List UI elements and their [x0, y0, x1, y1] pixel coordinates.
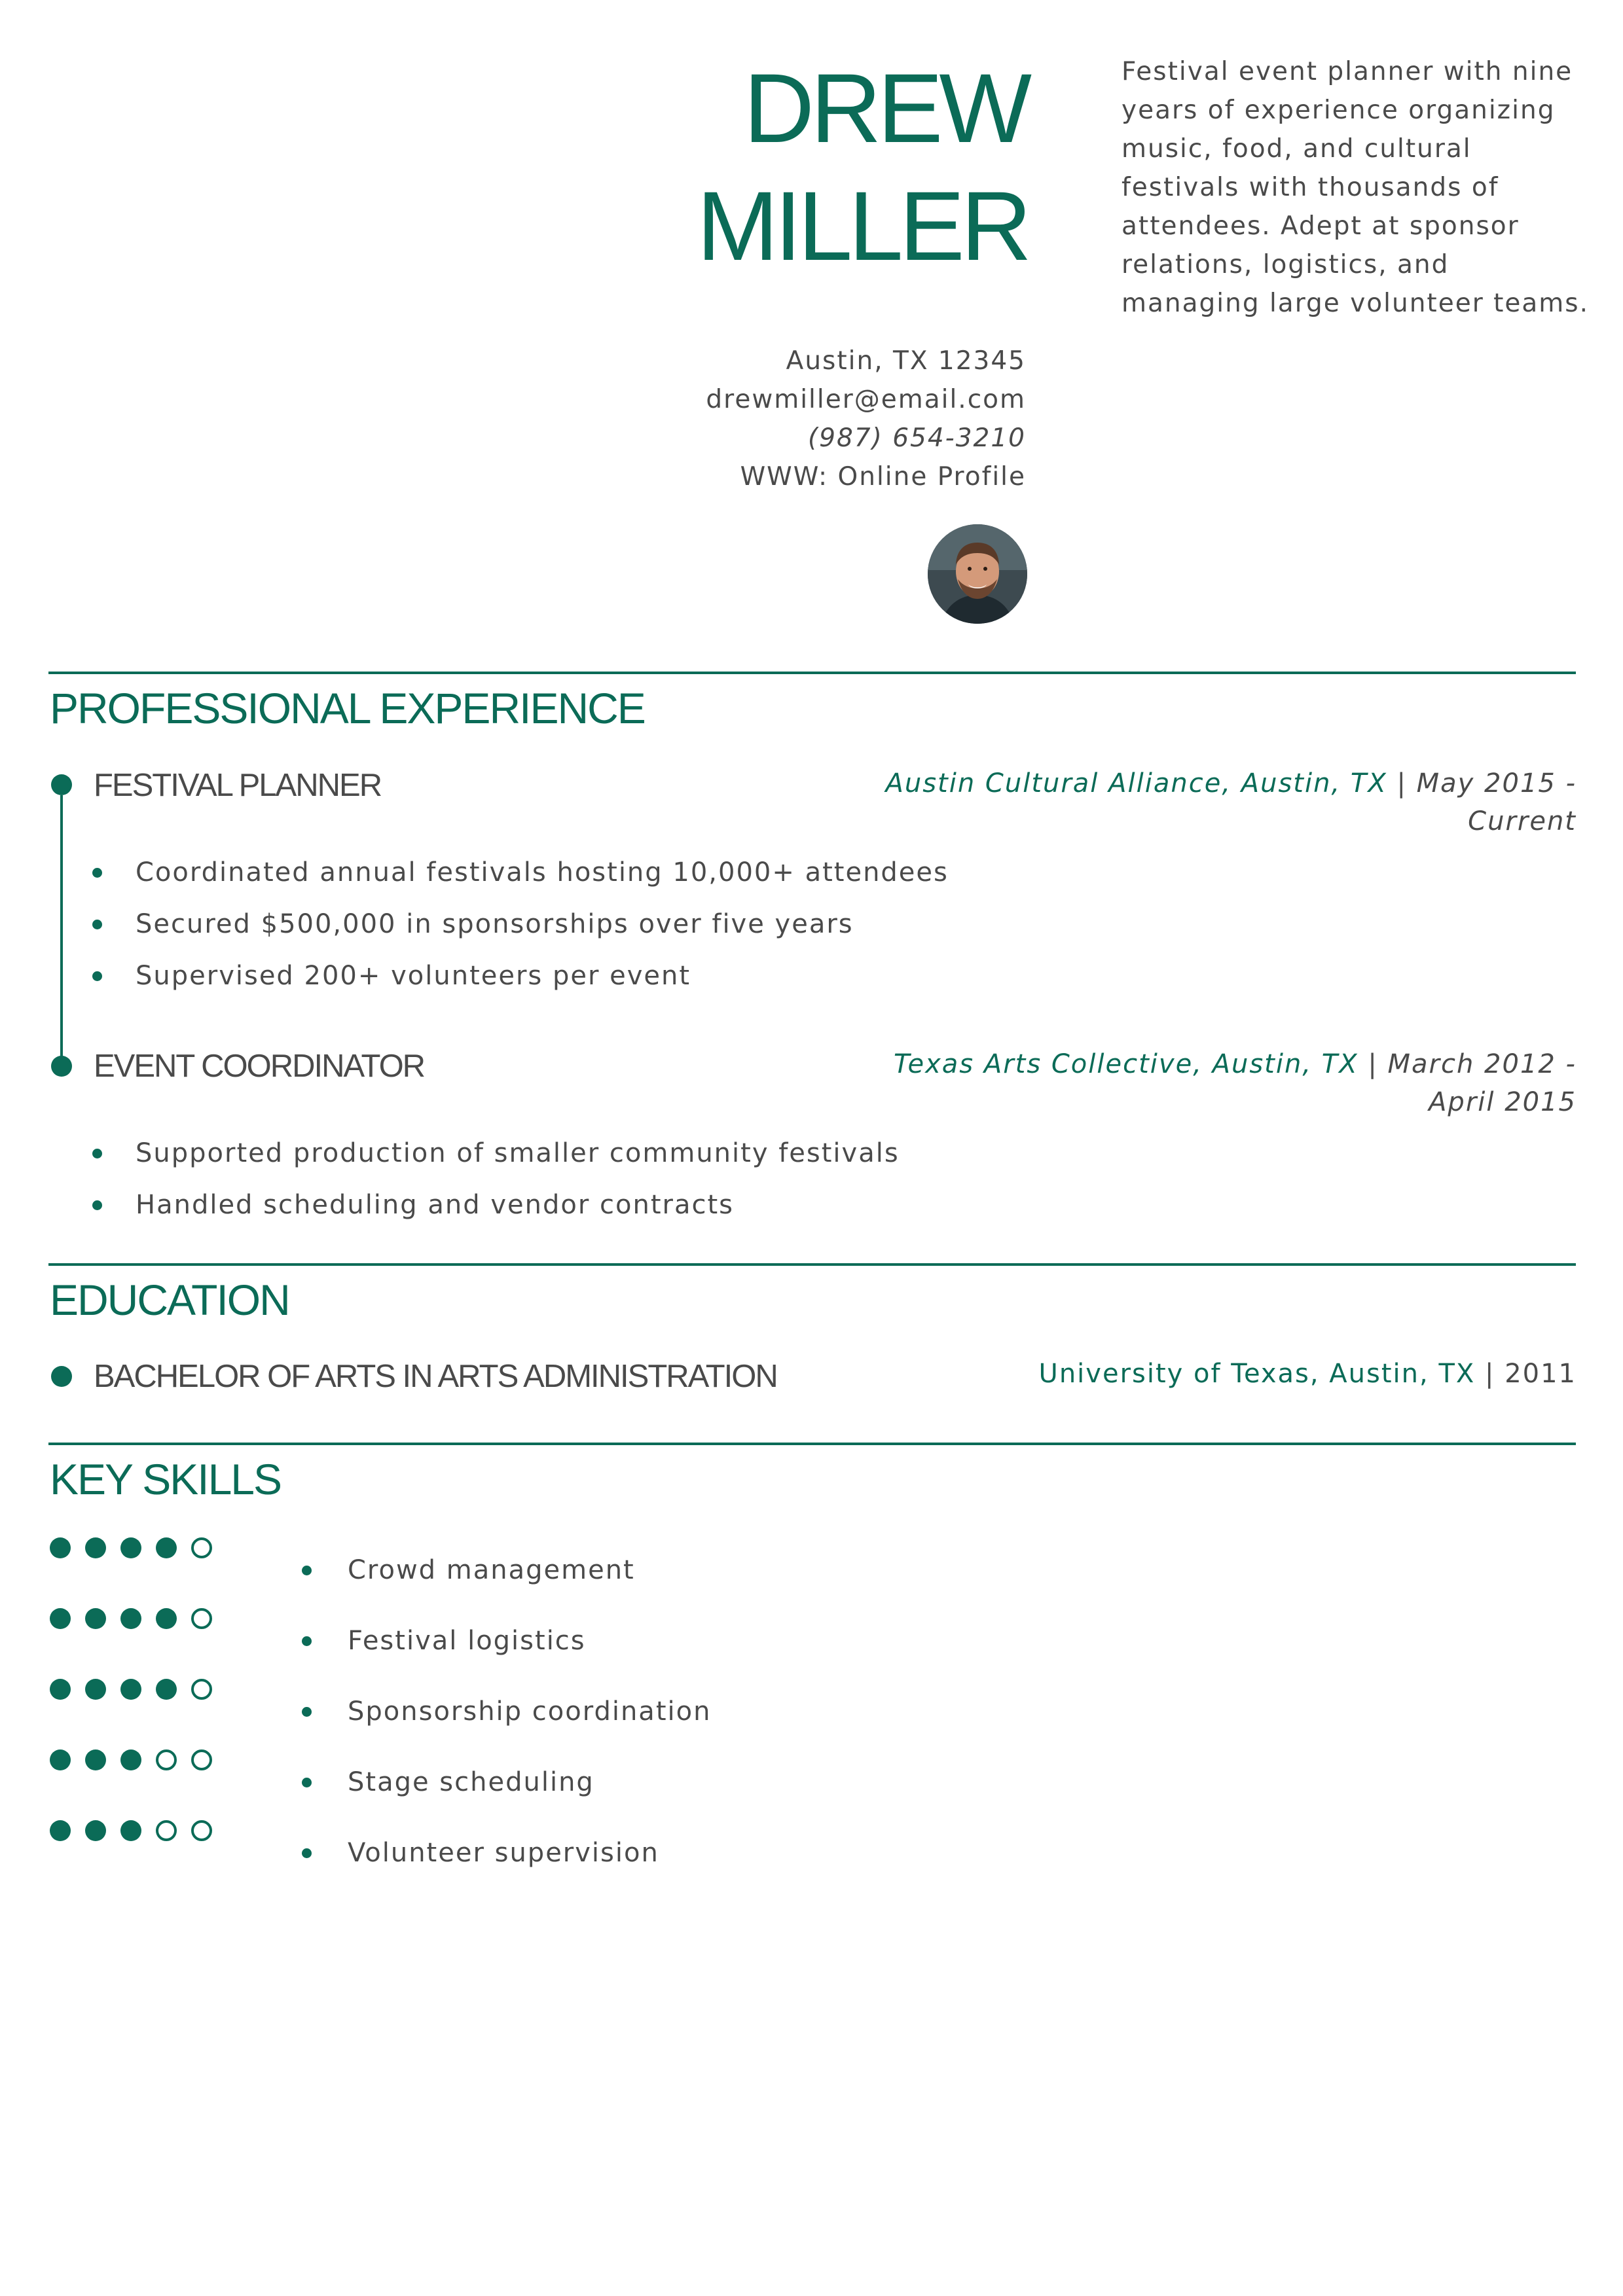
rating-dot-empty	[191, 1608, 212, 1629]
contact-email[interactable]: drewmiller@email.com	[706, 385, 1026, 414]
meta-separator: |	[1396, 768, 1407, 798]
candidate-name	[589, 49, 1028, 285]
timeline-line	[60, 795, 63, 1067]
rating-dot-filled	[50, 1679, 71, 1700]
contact-info	[589, 342, 1026, 496]
rating-dot-filled	[120, 1608, 141, 1629]
job-title: EVENT COORDINATOR	[94, 1049, 425, 1084]
skill-item: Stage scheduling	[348, 1763, 594, 1801]
skill-rating	[50, 1679, 212, 1701]
skill-item: Sponsorship coordination	[348, 1693, 711, 1731]
skill-item: Festival logistics	[348, 1622, 586, 1660]
section-divider	[48, 1443, 1576, 1445]
profile-summary: Festival event planner with nine years of experience organizing music, food, and cultural festivals with thousands of attendees. Adept at sponsor relations, logistics, and managing large volunteer teams.	[1122, 57, 1590, 318]
education-section-title: EDUCATION	[50, 1276, 289, 1324]
job-dates-start: May 2015 -	[1416, 768, 1577, 798]
job-meta: Austin Cultural Alliance, Austin, TX | May 2015 - Current	[791, 764, 1577, 840]
skill-rating	[50, 1608, 212, 1630]
graduation-year: 2011	[1504, 1359, 1577, 1389]
degree-title: BACHELOR OF ARTS IN ARTS ADMINISTRATION	[94, 1359, 777, 1394]
first-name: DREW	[743, 53, 1028, 163]
meta-separator: |	[1485, 1359, 1495, 1389]
skill-item: Crowd management	[348, 1551, 635, 1589]
rating-dot-filled	[120, 1820, 141, 1841]
contact-phone[interactable]: (987) 654-3210	[807, 423, 1026, 453]
rating-dot-filled	[50, 1537, 71, 1558]
skill-rating	[50, 1820, 212, 1842]
rating-dot-empty	[191, 1749, 212, 1770]
list-item: Handled scheduling and vendor contracts	[136, 1186, 734, 1224]
skill-rating	[50, 1749, 212, 1772]
timeline-dot	[51, 1056, 72, 1077]
rating-dot-filled	[85, 1537, 106, 1558]
rating-dot-filled	[50, 1749, 71, 1770]
job-dates-end: Current	[1468, 806, 1577, 836]
job-company: Texas Arts Collective	[893, 1049, 1194, 1079]
job-location: Austin, TX	[1241, 768, 1387, 798]
skills-section-title: KEY SKILLS	[50, 1455, 282, 1503]
skill-item: Volunteer supervision	[348, 1834, 659, 1872]
last-name: MILLER	[697, 171, 1028, 281]
job-location: Austin, TX	[1212, 1049, 1359, 1079]
rating-dot-filled	[120, 1749, 141, 1770]
education-meta	[922, 1355, 1577, 1393]
rating-dot-filled	[50, 1820, 71, 1841]
list-item: Coordinated annual festivals hosting 10,000+ attendees	[136, 853, 949, 891]
rating-dot-filled	[85, 1679, 106, 1700]
rating-dot-filled	[156, 1679, 177, 1700]
section-divider	[48, 672, 1576, 674]
list-item: Supervised 200+ volunteers per event	[136, 957, 691, 995]
rating-dot-filled	[156, 1608, 177, 1629]
rating-dot-empty	[191, 1820, 212, 1841]
rating-dot-empty	[156, 1749, 177, 1770]
education-dot	[51, 1366, 72, 1387]
rating-dot-filled	[85, 1820, 106, 1841]
contact-location: Austin, TX 12345	[786, 346, 1026, 376]
avatar-photo	[928, 524, 1027, 624]
section-divider	[48, 1263, 1576, 1266]
job-title: FESTIVAL PLANNER	[94, 768, 382, 803]
skill-rating	[50, 1537, 212, 1560]
rating-dot-filled	[85, 1608, 106, 1629]
timeline-dot	[51, 774, 72, 795]
job-company: Austin Cultural Alliance	[885, 768, 1222, 798]
list-item: Secured $500,000 in sponsorships over five years	[136, 905, 854, 943]
rating-dot-filled	[50, 1608, 71, 1629]
rating-dot-empty	[191, 1537, 212, 1558]
school-name: University of Texas, Austin, TX	[1038, 1359, 1476, 1389]
avatar	[928, 524, 1027, 624]
rating-dot-filled	[120, 1537, 141, 1558]
rating-dot-filled	[156, 1537, 177, 1558]
rating-dot-filled	[85, 1749, 106, 1770]
job-meta: Texas Arts Collective, Austin, TX | March 2012 - April 2015	[791, 1045, 1577, 1121]
experience-section-title: PROFESSIONAL EXPERIENCE	[50, 684, 645, 732]
rating-dot-filled	[120, 1679, 141, 1700]
rating-dot-empty	[156, 1820, 177, 1841]
job-dates-end: April 2015	[1429, 1087, 1577, 1117]
job-dates-start: March 2012 -	[1387, 1049, 1577, 1079]
rating-dot-empty	[191, 1679, 212, 1700]
contact-website[interactable]: WWW: Online Profile	[740, 462, 1026, 492]
meta-separator: |	[1368, 1049, 1378, 1079]
list-item: Supported production of smaller community festivals	[136, 1134, 900, 1172]
